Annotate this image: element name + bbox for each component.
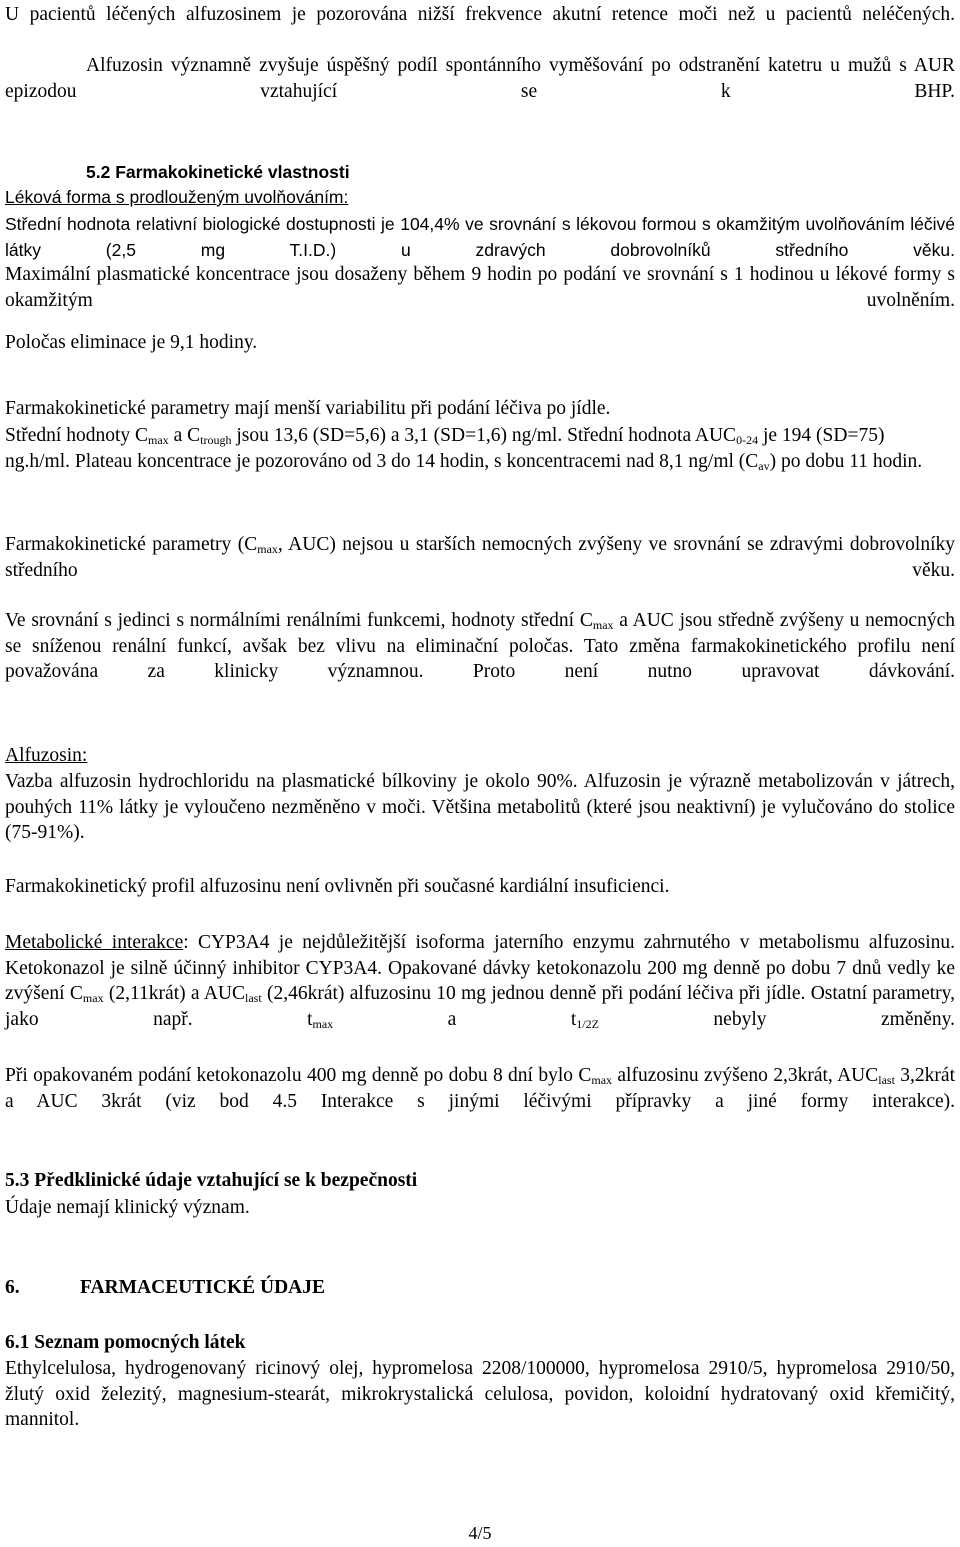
text: 6.1 Seznam pomocných látek (5, 1332, 246, 1353)
paragraph (5, 330, 955, 356)
paragraph (5, 769, 955, 846)
text: : CYP3A4 je nejdůležitější isoforma jaterního enzymu zahrnutého v metabolismu alfuzosinu. Ketokonazol je silně účinný inhibitor CYP3A4. Opakované dávky ketokonazolu 200 mg denně po dobu 7 dnů vedly ke zvýšení C (5, 932, 955, 1004)
paragraph (5, 608, 955, 685)
subscript: trough (200, 433, 232, 447)
subscript: max (312, 1016, 334, 1031)
subscript: last (878, 1073, 895, 1087)
section-heading-6-1 (5, 1330, 705, 1356)
section-heading-6 (80, 1275, 580, 1301)
paragraph (5, 423, 945, 474)
subscript: 0-24 (736, 433, 759, 447)
paragraph (5, 211, 955, 263)
subscript: av (758, 458, 770, 473)
paragraph (5, 1195, 955, 1221)
paragraph (5, 53, 955, 104)
text: Vazba alfuzosin hydrochloridu na plasmatické bílkoviny je okolo 90%. Alfuzosin je výrazně metabolizován v játrech, pouhých 11% látky je vyloučeno nezměněno v moči. Většina metabolitů (které jsou neaktivní) je vylučováno do stolice (75-91%). (5, 771, 955, 843)
text: jsou 13,6 (SD=5,6) a 3,1 (SD=1,6) ng/ml. Střední hodnota AUC (231, 425, 737, 446)
link-text: Metabolické interakce (5, 932, 184, 953)
subscript: max (148, 433, 169, 447)
text: Farmakokinetické parametry mají menší variabilitu při podání léčiva po jídle. (5, 398, 611, 419)
text: 5.3 Předklinické údaje vztahující se k bezpečnosti (5, 1170, 418, 1191)
text: a C (168, 425, 201, 446)
paragraph (5, 1063, 955, 1114)
text: Údaje nemají klinický význam. (5, 1197, 250, 1218)
text: a AUC jsou středně zvýšeny u nemocných se sníženou renální funkcí, avšak bez vlivu na eliminační poločas. Tato změna farmakokinetického profilu není považována za klinicky významnou. Proto není nutno upravovat dávkování. (5, 610, 955, 682)
text: nebyly změněny. (598, 1008, 955, 1030)
subscript: max (82, 991, 104, 1005)
text: Maximální plasmatické koncentrace jsou dosaženy během 9 hodin po podání ve srovnání s 1 hodinou u lékové formy s okamžitým uvolněním. (5, 264, 955, 311)
subheading (5, 185, 705, 211)
text: U pacientů léčených alfuzosinem je pozorována nižší frekvence akutní retence moči než u pacientů neléčených. (5, 4, 955, 25)
section-number-6 (5, 1275, 65, 1301)
text: Alfuzosin: (5, 745, 88, 766)
text: Farmakokinetický profil alfuzosinu není ovlivněn při současné kardiální insuficienci. (5, 876, 670, 897)
text: Ve srovnání s jedinci s normálními renálními funkcemi, hodnoty střední C (5, 610, 593, 631)
text: Léková forma s prodlouženým uvolňováním: (5, 187, 349, 207)
text: 3,2krát a AUC 3krát (viz bod 4.5 Interakce s jinými léčivými přípravky a jiné formy interakce). (5, 1065, 955, 1112)
paragraph (5, 262, 955, 313)
text: Střední hodnota relativní biologické dostupnosti je 104,4% ve srovnání s lékovou formou s okamžitým uvolňováním léčivé látky (2,5 mg T.I.D.) u zdravých dobrovolníků středního věku. (5, 214, 955, 260)
subscript: max (257, 542, 278, 556)
paragraph (5, 874, 955, 900)
paragraph (5, 532, 955, 583)
page-number: 4/5 (468, 1523, 492, 1543)
text: Alfuzosin významně zvyšuje úspěšný podíl spontánního vyměšování po odstranění katetru u mužů s AUR epizodou vztahující se k BHP. (5, 55, 955, 102)
text: (2,46krát) alfuzosinu 10 mg jednou denně při podání léčiva při jídle. Ostatní parametry, jako např. t (5, 983, 955, 1030)
text: FARMACEUTICKÉ ÚDAJE (80, 1277, 326, 1298)
paragraph (5, 1356, 955, 1433)
subscript: last (245, 991, 262, 1005)
subscript: max (591, 1073, 613, 1087)
text: Při opakovaném podání ketokonazolu 400 mg denně po dobu 8 dní bylo C (5, 1065, 592, 1086)
subscript: 1/2Z (576, 1016, 599, 1031)
paragraph (5, 930, 955, 1032)
subscript: max (592, 618, 614, 632)
paragraph (5, 2, 955, 28)
section-heading-5-3 (5, 1168, 705, 1194)
subheading (5, 743, 305, 769)
paragraph (5, 396, 955, 422)
text: alfuzosinu zvýšeno 2,3krát, AUC (612, 1065, 879, 1086)
text: , AUC) nejsou u starších nemocných zvýšeny ve srovnání se zdravými dobrovolníky středního věku. (5, 534, 955, 581)
text: je 194 (SD=75) ng.h/ml. Plateau koncentrace je pozorováno od 3 do 14 hodin, s koncentracemi nad 8,1 ng/ml (C (5, 425, 885, 472)
text: Ethylcelulosa, hydrogenovaný ricinový olej, hypromelosa 2208/100000, hypromelosa 2910/5, hypromelosa 2910/50, žlutý oxid železitý, magnesium-stearát, mikrokrystalická celulosa, povidon, koloidní hydratovaný oxid křemičitý, mannitol. (5, 1358, 955, 1430)
text: Farmakokinetické parametry (C (5, 534, 258, 555)
text: 6. (5, 1277, 20, 1298)
section-heading-5-2 (86, 160, 786, 186)
text: (2,11krát) a AUC (103, 983, 245, 1004)
text: 5.2 Farmakokinetické vlastnosti (86, 162, 350, 182)
text: Poločas eliminace je 9,1 hodiny. (5, 332, 258, 353)
text: a t (333, 1008, 577, 1030)
text: Střední hodnoty C (5, 425, 149, 446)
text: ) po dobu 11 hodin. (769, 450, 923, 472)
